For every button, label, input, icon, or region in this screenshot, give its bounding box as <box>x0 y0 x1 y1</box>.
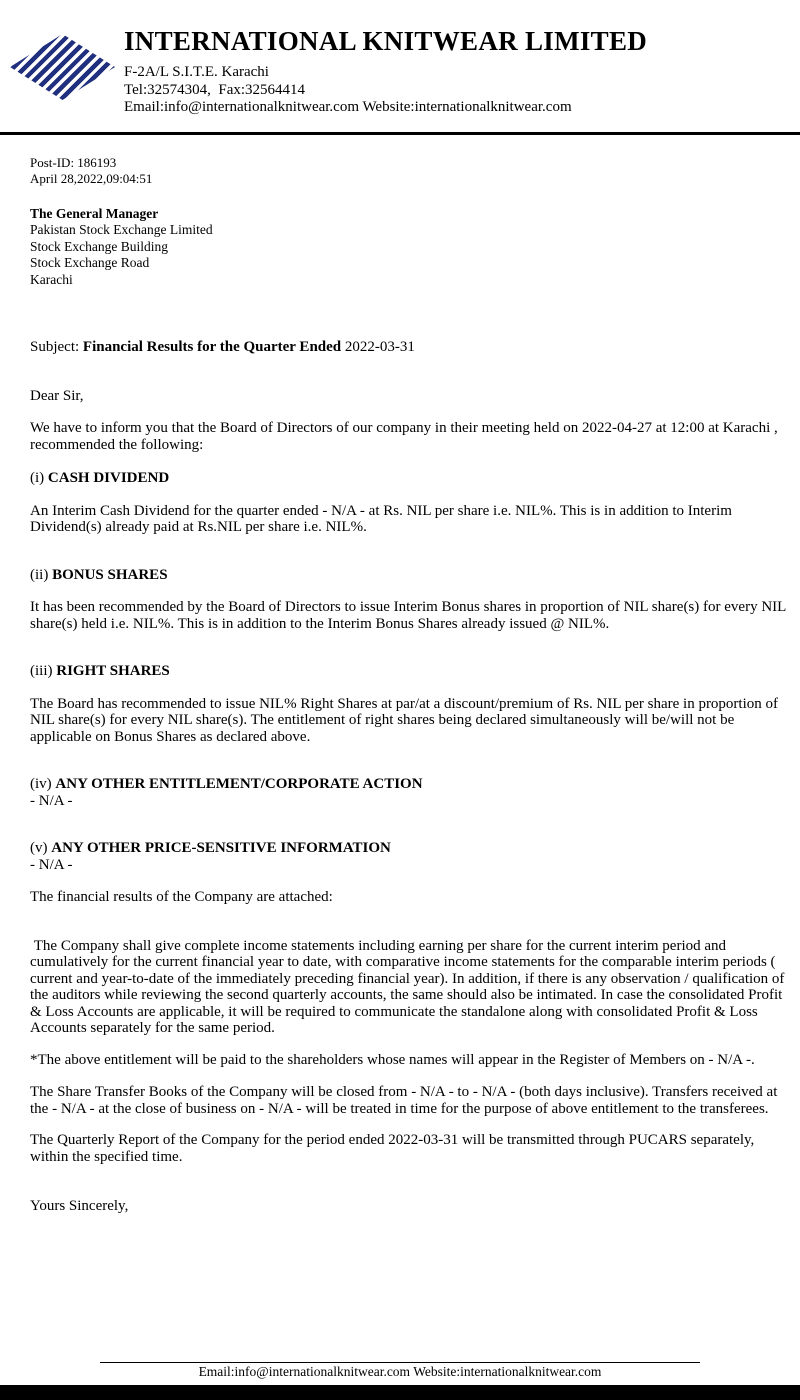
post-id: Post-ID: 186193 <box>30 154 117 170</box>
section-text: It has been recommended by the Board of Directors to issue Interim Bonus shares in proportion of NIL share(s) for every NIL share(s) held i.e. NIL%. This is in addition to the Interim Bonus Shares already issued @ NIL%. <box>30 599 786 632</box>
section-title: BONUS SHARES <box>52 566 168 583</box>
disclosure-paragraph: The Company shall give complete income statements including earning per share for the current interim period and cumulatively for the current financial year to date, with comparative income statements for the comparable interim periods ( current and year-to-date of the immediately preceding financial year). In addition, if there is any observation / qualification of the auditors while reviewing the second quarterly accounts, the same should also be intimated. In case the consolidated Profit & Loss Accounts are applicable, it will be required to communicate the standalone along with consolidated Profit & Loss Accounts separately for the same period. <box>30 937 789 1036</box>
letterhead-text <box>124 24 647 117</box>
subject-prefix: Subject: <box>30 339 80 355</box>
recipient-title: The General Manager <box>30 205 159 221</box>
letter-body <box>0 135 800 1215</box>
attached-line: The financial results of the Company are attached: <box>30 889 333 905</box>
section-heading <box>30 840 792 857</box>
section-heading <box>30 663 792 680</box>
section-title: RIGHT SHARES <box>56 663 170 679</box>
company-address: F-2A/L S.I.T.E. Karachi <box>124 64 269 80</box>
section-text: An Interim Cash Dividend for the quarter ended - N/A - at Rs. NIL per share i.e. NIL%. This is in addition to Interim Dividend(s) already paid at Rs.NIL per share i.e. NIL%. <box>30 502 732 535</box>
quarterly-report-paragraph: The Quarterly Report of the Company for the period ended 2022-03-31 will be transmitted through PUCARS separately, within the specified time. <box>30 1132 755 1165</box>
subject-date: 2022-03-31 <box>344 339 415 355</box>
section-title: ANY OTHER PRICE-SENSITIVE INFORMATION <box>51 840 391 856</box>
section-other-entitlement <box>30 776 792 809</box>
transfer-books-paragraph: The Share Transfer Books of the Company will be closed from - N/A - to - N/A - (both days inclusive). Transfers received at the - N/A - at the close of business on - N/A - will be treated in time for the purpose of above entitlement to the transferees. <box>30 1084 778 1117</box>
section-heading <box>30 776 792 793</box>
bottom-bar <box>0 1385 800 1400</box>
closing: Yours Sincerely, <box>30 1198 129 1214</box>
section-title: CASH DIVIDEND <box>47 470 170 486</box>
intro-paragraph: We have to inform you that the Board of Directors of our company in their meeting held on 2022-04-27 at 12:00 at Karachi , recommended the following: <box>30 420 778 453</box>
section-heading <box>30 470 792 487</box>
section-cash-dividend <box>30 470 792 536</box>
section-heading <box>30 567 792 584</box>
section-price-sensitive <box>30 840 792 873</box>
recipient-line: Pakistan Stock Exchange Limited <box>30 222 213 237</box>
footer-divider <box>100 1362 700 1363</box>
post-datetime: April 28,2022,09:04:51 <box>30 171 153 186</box>
entitlement-note: *The above entitlement will be paid to the shareholders whose names will appear in the Register of Members on - N/A -. <box>30 1051 755 1068</box>
section-title: ANY OTHER ENTITLEMENT/CORPORATE ACTION <box>55 776 423 792</box>
footer-contact: Email:info@internationalknitwear.com Website:internationalknitwear.com <box>198 1364 602 1379</box>
section-bonus-shares <box>30 567 792 633</box>
section-number: (iii) <box>30 663 53 679</box>
section-number: (v) <box>30 840 48 856</box>
recipient-line: Stock Exchange Building <box>30 238 168 254</box>
company-email-website: Email:info@internationalknitwear.com Website:internationalknitwear.com <box>124 99 572 115</box>
company-name: INTERNATIONAL KNITWEAR LIMITED <box>124 26 648 56</box>
recipient-block <box>30 206 792 289</box>
section-number: (iv) <box>30 776 52 792</box>
section-right-shares <box>30 663 792 745</box>
subject-line <box>30 339 792 356</box>
section-number: (ii) <box>30 566 49 583</box>
company-logo-icon <box>10 34 115 100</box>
section-number: (i) <box>30 470 45 486</box>
subject-title: Financial Results for the Quarter Ended <box>82 339 342 355</box>
salutation: Dear Sir, <box>30 387 84 404</box>
section-text: - N/A - <box>30 856 73 873</box>
recipient-line: Stock Exchange Road <box>30 255 150 270</box>
post-meta <box>30 155 792 188</box>
company-tel-fax: Tel:32574304, Fax:32564414 <box>124 81 306 98</box>
section-text: - N/A - <box>30 792 73 809</box>
letterhead <box>0 0 800 117</box>
section-text: The Board has recommended to issue NIL% Right Shares at par/at a discount/premium of Rs. NIL per share in proportion of NIL share(s) for every NIL share(s). The entitlement of right shares being declared simultaneously will be/will not be applicable on Bonus Shares as declared above. <box>30 695 779 745</box>
recipient-line: Karachi <box>30 271 73 287</box>
